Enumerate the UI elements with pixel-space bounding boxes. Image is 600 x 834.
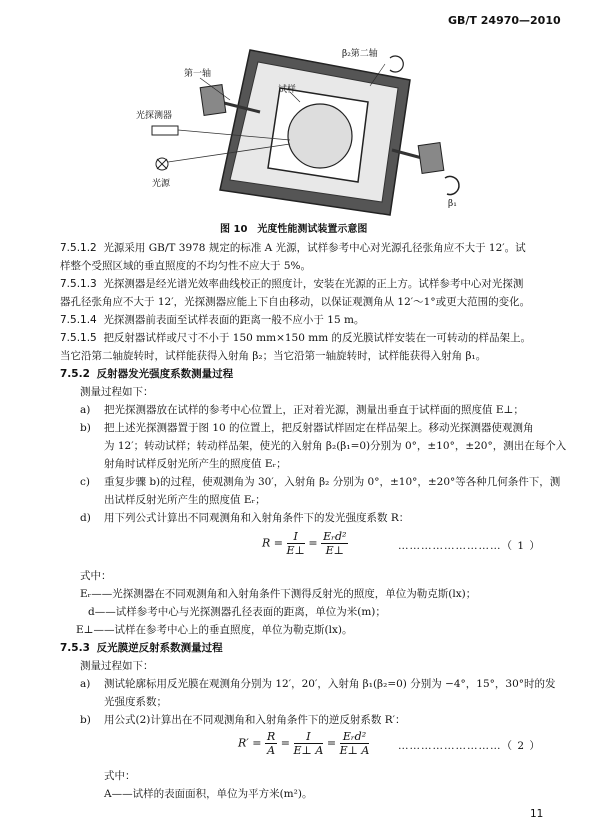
step-753-a-mark: a) [80,678,91,690]
clause-7515: 7.5.1.5 把反射器试样或尺寸不小于 150 mm×150 mm 的反光膜试样安装在一可转动的样品架上。 [60,332,531,344]
standard-code: GB/T 24970—2010 [448,14,561,27]
second-axis-mount [418,143,444,174]
detector-box [152,126,178,135]
clause-753-heading: 7.5.3 反光膜逆反射系数测量过程 [60,642,223,654]
label-second-axis: β₂第二轴 [342,49,378,59]
where-1-er: Eᵣ——光探测器在不同观测角和入射角条件下测得反射光的照度，单位为勒克斯(lx)； [80,588,477,600]
step-752-d-l1: 用下列公式计算出不同观测角和入射角条件下的发光强度系数 R： [104,512,410,524]
figure-caption: 图 10 光度性能测试装置示意图 [220,224,368,235]
clause-7514: 7.5.1.4 光探测器前表面至试样表面的距离一般不应小于 15 m。 [60,314,365,326]
first-axis-mount [200,85,226,116]
formula-1: R = $\frac{I}{E\perp}$ = $\frac{\text{Eᵣd²}}{E\perp}$ [262,530,347,557]
clause-7513-cont: 器孔径张角应不大于 12′，光探测器应能上下自由移动，以保证观测角从 12′～1°或更大范围的变化。 [60,296,531,308]
clause-7512: 7.5.1.2 光源采用 GB/T 3978 规定的标准 A 光源，试样参考中心对光源孔径张角应不大于 12′。试 [60,242,526,254]
step-752-b-l1: 把上述光探测器置于图 10 的位置上，把反射器试样固定在样品架上。移动光探测器使观测角 [104,422,534,434]
step-752-c-l1: 重复步骤 b)的过程，使观测角为 30′，入射角 β₂ 分别为 0°，±10°，±20°等各种几何条件下，测 [104,476,561,488]
step-752-b-l3: 射角时试样反射光所产生的照度值 Eᵣ； [104,458,287,470]
where-1: 式中： [80,570,112,582]
clause-752-intro: 测量过程如下： [80,386,154,398]
label-first-axis: 第一轴 [184,69,212,79]
beta1-rotation-symbol [445,177,459,195]
step-752-a: 把光探测器放在试样的参考中心位置上，正对着光源，测量出垂直于试样面的照度值 E⊥； [104,404,524,416]
step-752-c-l2: 出试样反射光所产生的照度值 Eᵣ； [104,494,266,506]
clause-753-intro: 测量过程如下： [80,660,154,672]
label-sample: 试样 [278,85,297,95]
step-753-a-l1: 测试轮廓标用反光膜在观测角分别为 12′，20′，入射角 β₁(β₂=0) 分别为 −4°，15°，30°时的发 [104,678,556,690]
step-753-a-l2: 光强度系数； [104,696,167,708]
beta2-rotation-symbol [390,56,403,72]
where-2-a: A——试样的表面面积，单位为平方米(m²)。 [104,788,313,800]
clause-7515-cont: 当它沿第二轴旋转时，试样能获得入射角 β₂；当它沿第一轴旋转时，试样能获得入射角 β₁。 [60,350,487,362]
step-753-b-mark: b) [80,714,91,726]
step-753-b-l1: 用公式(2)计算出在不同观测角和入射角条件下的逆反射系数 R′： [104,714,406,726]
clause-7513: 7.5.1.3 光探测器是经光谱光效率曲线校正的照度计，安装在光源的正上方。试样参考中心对光探测 [60,278,524,290]
label-detector: 光探测器 [136,111,173,121]
page-number: 11 [530,808,544,820]
where-2: 式中： [104,770,136,782]
formula-2: R′ = $\frac{R}{A}$ = $\frac{I}{E\perp A}$ = $\frac{\text{Eᵣd²}}{E\perp A}$ [238,730,370,757]
step-752-d-mark: d) [80,512,91,524]
clause-752-heading: 7.5.2 反射器发光强度系数测量过程 [60,368,234,380]
clause-7512-cont: 样整个受照区域的垂直照度的不均匀性不应大于 5%。 [60,260,311,272]
sample-reference-circle [288,104,352,168]
step-752-a-mark: a) [80,404,91,416]
where-1-eperp: E⊥——试样在参考中心上的垂直照度，单位为勒克斯(lx)。 [76,624,353,636]
formula-2-tag: ………………………（ 2 ） [398,740,541,752]
label-source: 光源 [152,179,171,189]
label-beta1: β₁ [448,199,457,209]
step-752-c-mark: c) [80,476,90,488]
step-752-b-l2: 为 12′；转动试样；转动样品架，使光的入射角 β₂(β₁=0)分别为 0°，±10°，±20°，测出在每个入 [104,440,567,452]
where-1-d: d——试样参考中心与光探测器孔径表面的距离，单位为米(m)； [88,606,386,618]
formula-1-tag: ………………………（ 1 ） [398,540,541,552]
step-752-b-mark: b) [80,422,91,434]
